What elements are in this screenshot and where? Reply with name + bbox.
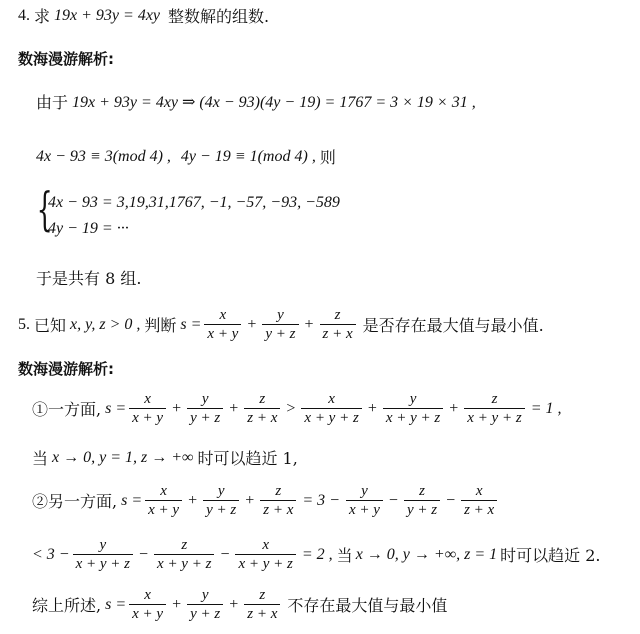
sol5-a-s: s = <box>105 399 127 417</box>
numerator: y <box>99 537 107 553</box>
numerator: x <box>262 537 269 553</box>
sol4-l2-math-b: 4y − 19 ≡ 1(mod 4) , <box>180 147 316 165</box>
problem-5-statement <box>18 306 544 343</box>
sol5-a-gt: > <box>286 399 296 417</box>
fraction <box>154 536 214 573</box>
fraction <box>301 390 361 427</box>
sol4-l2-text: 则 <box>319 148 336 167</box>
denominator: y + z <box>265 326 296 342</box>
problem-4-text-b: 整数解的组数. <box>168 7 270 26</box>
problem-5-text-b: 判断 <box>144 316 177 335</box>
fraction <box>187 586 223 623</box>
fraction <box>244 390 280 427</box>
sol5-a-end: = 1 , <box>530 399 562 417</box>
numerator: y <box>277 307 284 323</box>
fraction <box>203 482 239 519</box>
denominator: x + y <box>132 606 164 622</box>
solution-5-line-c <box>32 482 500 519</box>
numerator: y <box>201 587 209 603</box>
sol4-l1-math: 19x + 93y = 4xy ⇒ (4x − 93)(4y − 19) = 1767 = 3 × 19 × 31 , <box>72 93 476 111</box>
sol5-d-lt: < 3 − <box>32 545 70 563</box>
operator: + <box>229 595 239 613</box>
solution-5-line-e <box>32 586 447 623</box>
sol5-e-s: s = <box>105 595 127 613</box>
sol5-c-eq3: = 3 − <box>302 491 340 509</box>
numerator: z <box>181 537 188 553</box>
numerator: y <box>217 483 225 499</box>
solution-4-heading: 数海漫游解析: <box>18 50 114 68</box>
denominator: x + y <box>132 410 164 426</box>
fraction <box>73 536 133 573</box>
operator: + <box>172 595 182 613</box>
fraction <box>235 536 295 573</box>
denominator: x + y + z <box>304 410 359 426</box>
denominator: z + x <box>247 606 278 622</box>
numerator: z <box>259 391 266 407</box>
operator: + <box>172 399 182 417</box>
system-eq-1-text: 4x − 93 = 3,19,31,1767, −1, −57, −93, −589 <box>48 194 340 211</box>
solution-4-line-1 <box>36 90 476 113</box>
operator: + <box>245 491 255 509</box>
sol4-l1-text: 由于 <box>36 93 69 112</box>
operator: + <box>367 399 377 417</box>
denominator: x + y + z <box>467 410 522 426</box>
denominator: z + x <box>322 326 353 342</box>
denominator: z + x <box>247 410 278 426</box>
operator: − <box>139 545 149 563</box>
numerator: z <box>334 307 341 323</box>
numerator: y <box>201 391 209 407</box>
system-eq-2-text: 4y − 19 = ··· <box>48 220 129 237</box>
fraction <box>404 482 440 519</box>
solution-5-heading: 数海漫游解析: <box>18 360 114 378</box>
sol5-d-text-b: 时可以趋近 2. <box>500 546 601 565</box>
system-brace: { <box>36 182 53 236</box>
fraction <box>244 586 280 623</box>
solution-5-line-b <box>32 446 298 469</box>
sol5-c-text: ②另一方面, <box>32 492 118 511</box>
denominator: x + y + z <box>157 556 212 572</box>
sol5-d-text-a: 当 <box>336 546 353 565</box>
solution-4-line-2 <box>36 145 336 168</box>
denominator: x + y + z <box>238 556 293 572</box>
fraction <box>145 482 182 519</box>
numerator: z <box>491 391 498 407</box>
operator: + <box>229 399 239 417</box>
operator: − <box>446 491 456 509</box>
numerator: z <box>259 587 266 603</box>
operator: + <box>304 315 314 333</box>
problem-4-equation: 19x + 93y = 4xy <box>54 6 161 24</box>
operator: − <box>220 545 230 563</box>
numerator: x <box>328 391 335 407</box>
fraction <box>129 586 166 623</box>
problem-5-number: 5. <box>18 315 30 333</box>
numerator: x <box>475 483 483 499</box>
denominator: x + y <box>348 502 380 518</box>
denominator: x + y + z <box>385 410 441 426</box>
solution-4-conclusion: 于是共有 8 组. <box>36 269 142 288</box>
problem-5-condition: x, y, z > 0 , <box>70 315 141 333</box>
numerator: z <box>275 483 282 499</box>
operator: + <box>188 491 198 509</box>
problem-5-s-eq: s = <box>180 315 202 333</box>
sol4-l2-math-a: 4x − 93 ≡ 3(mod 4) , <box>36 147 171 165</box>
denominator: z + x <box>263 502 294 518</box>
denominator: z + x <box>464 502 495 518</box>
sol5-e-text-b: 不存在最大值与最小值 <box>287 596 448 615</box>
sol5-d-end: = 2 , <box>301 545 333 563</box>
denominator: y + z <box>206 502 237 518</box>
solution-5-line-d <box>32 536 600 573</box>
denominator: y + z <box>190 606 221 622</box>
problem-4-text-a: 求 <box>34 7 51 26</box>
denominator: x + y <box>148 502 180 518</box>
sol5-b-text-a: 当 <box>32 449 49 468</box>
operator: + <box>449 399 459 417</box>
numerator: x <box>144 587 151 603</box>
fraction <box>320 306 356 343</box>
numerator: z <box>419 483 425 499</box>
numerator: x <box>144 391 151 407</box>
fraction <box>383 390 443 427</box>
numerator: y <box>409 391 417 407</box>
solution-5-line-a <box>32 390 561 427</box>
operator: + <box>247 315 257 333</box>
system-equation-1 <box>48 194 340 212</box>
problem-4-number: 4. <box>18 6 30 24</box>
numerator: x <box>219 307 227 323</box>
sol5-e-text-a: 综上所述, <box>32 596 102 615</box>
fraction <box>187 390 223 427</box>
denominator: x + y + z <box>75 556 130 572</box>
denominator: x + y <box>207 326 239 342</box>
system-equation-2 <box>48 220 129 238</box>
sol5-b-text-b: 时可以趋近 1, <box>197 449 298 468</box>
fraction <box>464 390 524 427</box>
fraction <box>346 482 383 519</box>
fraction <box>461 482 497 519</box>
sol5-b-math: x → 0, y = 1, z → +∞ <box>52 448 194 466</box>
fraction <box>204 306 241 343</box>
sol5-c-s: s = <box>121 491 143 509</box>
denominator: y + z <box>406 502 438 518</box>
fraction <box>129 390 166 427</box>
problem-5-text-a: 已知 <box>34 316 67 335</box>
fraction <box>262 306 298 343</box>
operator: − <box>388 491 398 509</box>
numerator: y <box>361 483 368 499</box>
sol5-d-math: x → 0, y → +∞, z = 1 <box>355 545 498 563</box>
sol5-a-text: ①一方面, <box>32 400 102 419</box>
fraction <box>260 482 296 519</box>
problem-4-statement <box>18 4 269 27</box>
denominator: y + z <box>190 410 221 426</box>
problem-5-text-c: 是否存在最大值与最小值. <box>362 316 544 335</box>
numerator: x <box>160 483 167 499</box>
